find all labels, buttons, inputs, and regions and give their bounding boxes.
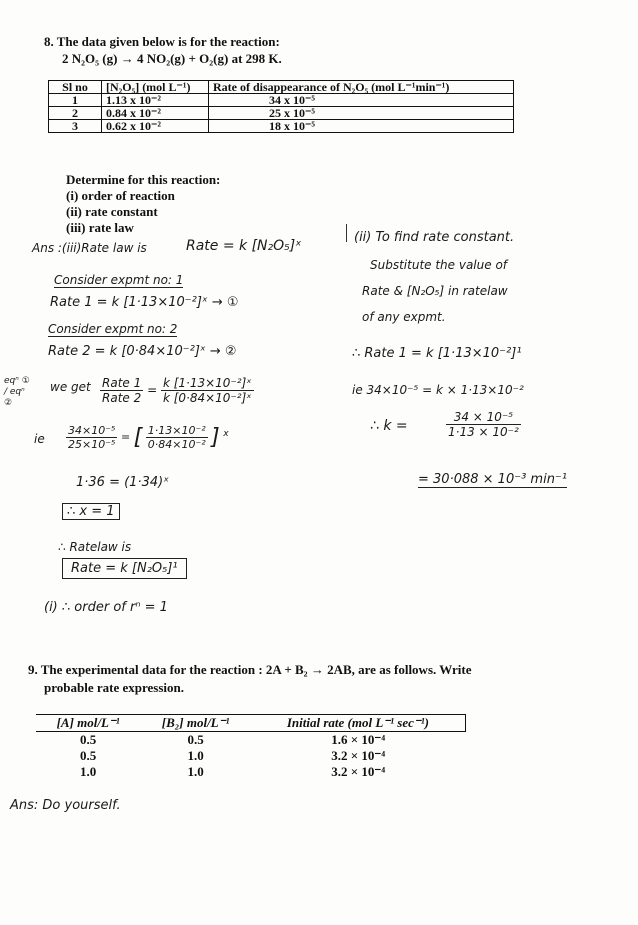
answer-expression: Rate = k [N₂O₅]ˣ (186, 238, 302, 254)
x-value-box: ∴ x = 1 (62, 503, 120, 520)
table-header: [B₂] mol/L⁻¹ (140, 715, 251, 732)
table-cell: 0.5 (80, 732, 97, 747)
table-row (36, 764, 466, 780)
table-cell: 0.62 x 10⁻² (102, 120, 209, 133)
rate-1-equation: Rate 1 = k [1·13×10⁻²]ˣ → ① (50, 295, 239, 310)
we-get-label: we get (50, 380, 91, 394)
ie-ratio-lhs (66, 424, 117, 451)
table-row (49, 107, 514, 120)
q8-determine: Determine for this reaction: (66, 172, 221, 187)
k-fraction (446, 410, 521, 439)
q8-part-3: (iii) rate law (66, 220, 134, 235)
rate-ratio-rhs-numerator: k [1·13×10⁻²]ˣ (162, 376, 252, 390)
rate-ratio-denominator: Rate 2 (102, 391, 142, 405)
ie-ratio-rhs-denominator: 0·84×10⁻² (147, 438, 206, 451)
ie-ratio-rhs (146, 424, 208, 451)
table-row (36, 732, 466, 749)
table-cell: 1.0 (80, 764, 97, 779)
ie-ratio-denominator: 25×10⁻⁵ (68, 438, 116, 451)
rate-ratio (100, 376, 254, 405)
ie-label: ie (34, 432, 45, 446)
q8-data-table (48, 80, 514, 133)
ratelaw-is-label: ∴ Ratelaw is (58, 540, 132, 554)
q9-answer: Ans: Do yourself. (10, 798, 121, 813)
q9-title-line2: probable rate expression. (44, 680, 184, 695)
table-cell: 0.5 (187, 732, 204, 747)
table-cell: 0.84 x 10⁻² (102, 107, 209, 120)
rate-ratio-rhs (161, 376, 254, 405)
k-result-value: = 30·088 × 10⁻³ min⁻¹ (418, 472, 568, 487)
k-numerator: 34 × 10⁻⁵ (446, 410, 521, 425)
q8-part-2: (ii) rate constant (66, 204, 158, 219)
k-denominator: 1·13 × 10⁻² (448, 425, 519, 439)
table-cell: 1.6 × 10⁻⁴ (331, 732, 386, 747)
table-header-row (49, 81, 514, 94)
equals-sign: = (120, 430, 131, 444)
x-value (62, 504, 120, 519)
q8-reaction: 2 N₂O₅ (g) → 4 NO₂(g) + O₂(g) at 298 K. (62, 51, 282, 66)
table-cell: 3.2 × 10⁻⁴ (331, 764, 386, 779)
table-row (49, 94, 514, 107)
table-cell: 34 x 10⁻⁵ (209, 94, 514, 107)
table-row (49, 120, 514, 133)
step-136: 1·36 = (1·34)ˣ (76, 475, 169, 490)
ie-ratio-rhs-numerator: 1·13×10⁻² (147, 424, 206, 437)
rate-1-substituted: ∴ Rate 1 = k [1·13×10⁻²]¹ (352, 346, 522, 361)
table-cell: 1.0 (187, 764, 204, 779)
any-expmt-line: of any expmt. (362, 310, 446, 324)
rate-2-equation: Rate 2 = k [0·84×10⁻²]ˣ → ② (48, 344, 237, 359)
ratelaw-box: Rate = k [N₂O₅]¹ (62, 558, 187, 579)
ie-ratio-numerator: 34×10⁻⁵ (68, 424, 116, 437)
ie-exponent: x (223, 427, 229, 439)
k-result (418, 472, 567, 487)
rate-ratio-numerator: Rate 1 (102, 376, 142, 390)
column-divider (346, 224, 347, 242)
table-header: [A] mol/L⁻¹ (36, 715, 140, 732)
equals-sign: = (147, 383, 158, 397)
consider-expmt-1: Consider expmt no: 1 (54, 273, 184, 287)
table-cell: 1 (49, 94, 102, 107)
q8-part-1: (i) order of reaction (66, 188, 175, 203)
table-header: Rate of disappearance of N₂O₅ (mol L⁻¹min⁻¹) (209, 81, 514, 94)
table-cell: 0.5 (80, 748, 97, 763)
table-cell: 25 x 10⁻⁵ (209, 107, 514, 120)
table-cell: 3.2 × 10⁻⁴ (331, 748, 386, 763)
rate-ratio-lhs (100, 376, 143, 405)
table-cell: 3 (49, 120, 102, 133)
q9-data-table (36, 714, 466, 780)
table-row (36, 748, 466, 764)
order-of-reaction: (i) ∴ order of rⁿ = 1 (44, 600, 168, 615)
answer-label: Ans :(iii)Rate law is (32, 241, 147, 255)
q9-title: 9. The experimental data for the reaction : 2A + B₂ → 2AB, are as follows. Write (28, 662, 472, 677)
rate-ratio-rhs-denominator: k [0·84×10⁻²]ˣ (162, 391, 252, 405)
table-header: Initial rate (mol L⁻¹ sec⁻¹) (251, 715, 466, 732)
k-fraction-value (446, 410, 521, 439)
q8-title: 8. The data given below is for the reaction: (44, 34, 280, 49)
rate-and-conc-line: Rate & [N₂O₅] in ratelaw (362, 284, 508, 298)
ie-substituted: ie 34×10⁻⁵ = k × 1·13×10⁻² (352, 383, 524, 397)
table-header-row (36, 715, 466, 732)
table-cell: 18 x 10⁻⁵ (209, 120, 514, 133)
substitute-line: Substitute the value of (370, 258, 508, 272)
close-bracket: ] (211, 425, 220, 450)
consider-expmt-2: Consider expmt no: 2 (48, 322, 178, 336)
rate-constant-heading: (ii) To find rate constant. (354, 230, 515, 245)
table-header: Sl no (49, 81, 102, 94)
open-bracket: [ (133, 425, 143, 450)
table-cell: 2 (49, 107, 102, 120)
ie-ratio (66, 424, 229, 451)
table-header: [N₂O₅] (mol L⁻¹) (102, 81, 209, 94)
eqn-label: eqⁿ ① / eqⁿ ② (4, 376, 30, 408)
k-label: ∴ k = (370, 418, 408, 434)
table-cell: 1.13 x 10⁻² (102, 94, 209, 107)
table-cell: 1.0 (187, 748, 204, 763)
ratelaw-expression (62, 561, 187, 576)
